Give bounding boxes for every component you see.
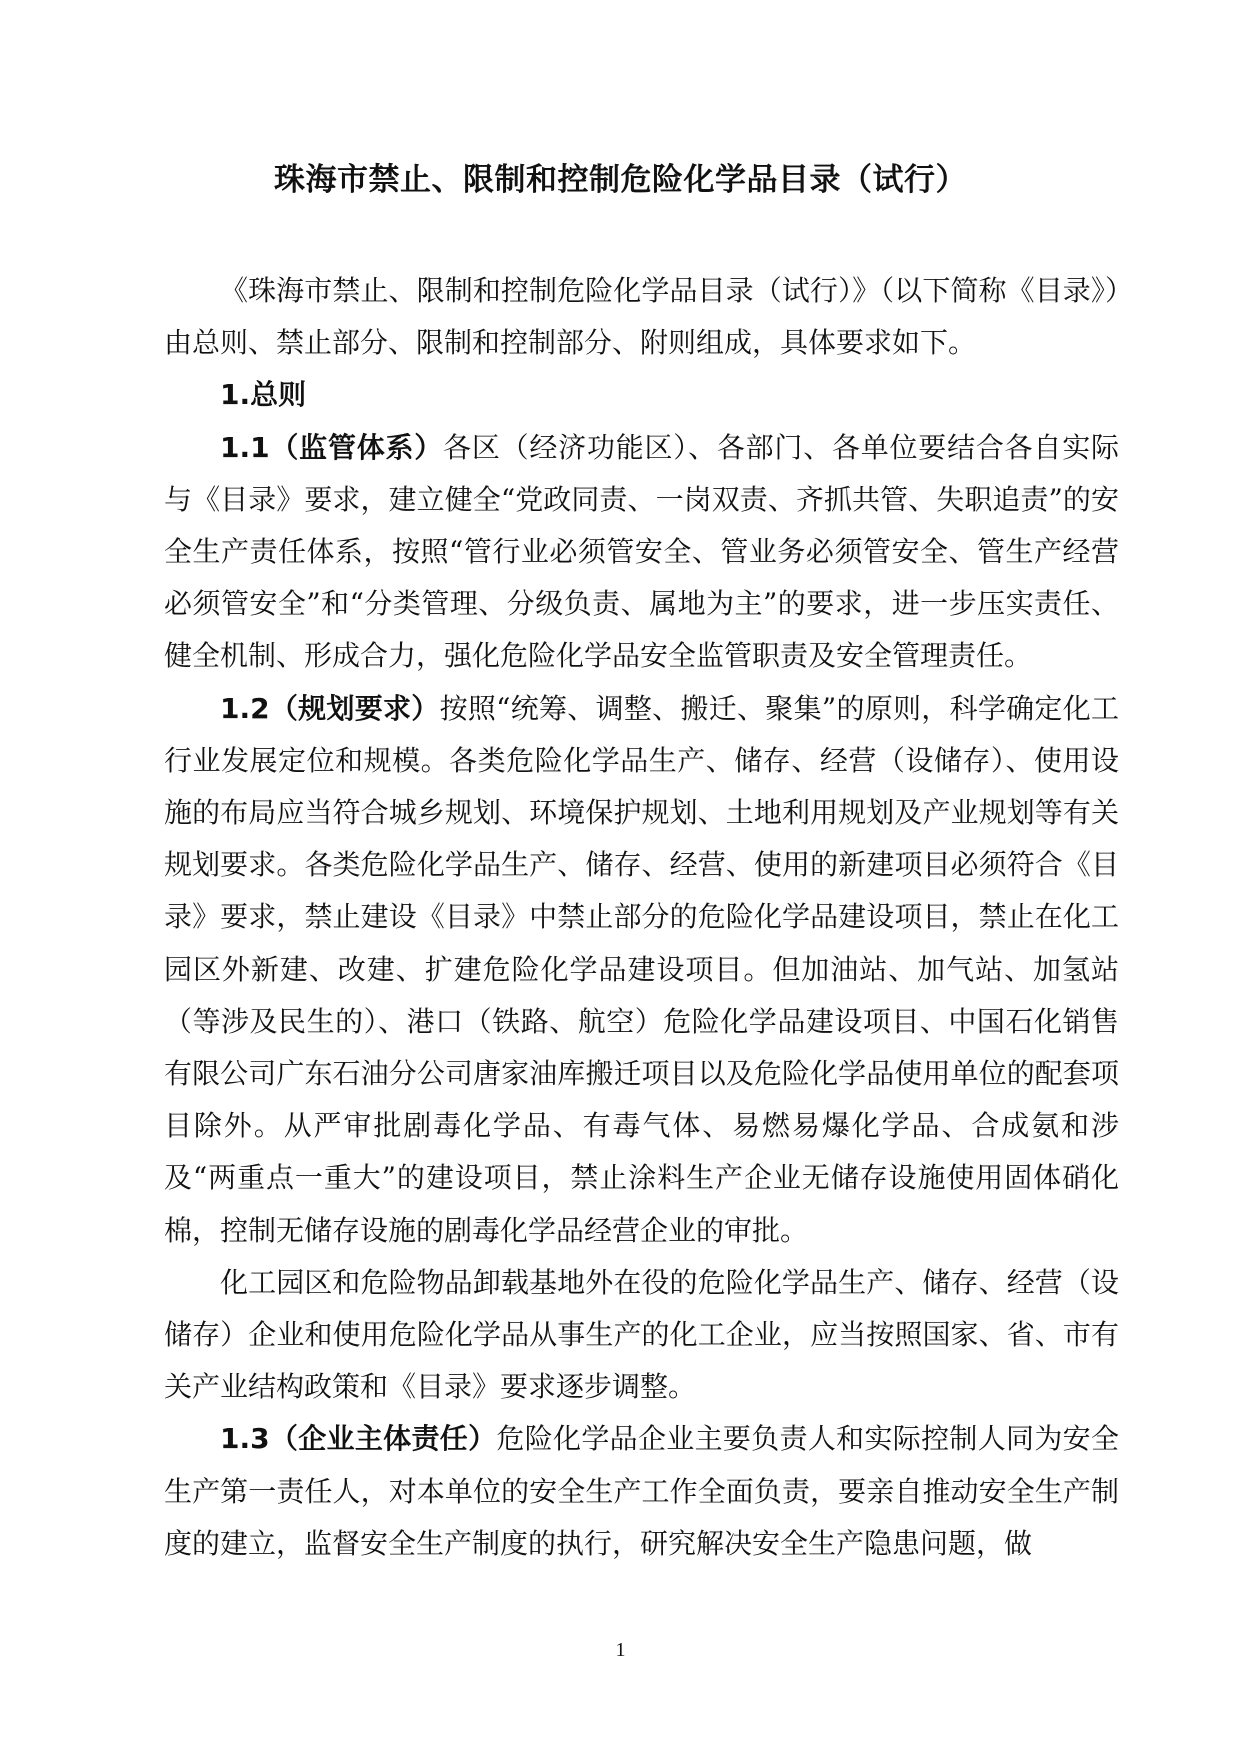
intro-paragraph: 《珠海市禁止、限制和控制危险化学品目录（试行）》（以下简称《目录》）由总则、禁止部分、限制和控制部分、附则组成，具体要求如下。 bbox=[164, 274, 1119, 360]
clause-1-1-paragraph bbox=[164, 422, 1119, 683]
document-body bbox=[164, 265, 1119, 1570]
clause-1-3-paragraph bbox=[164, 1413, 1119, 1570]
clause-1-1-text: 各区（经济功能区）、各部门、各单位要结合各自实际与《目录》要求，建立健全“党政同责、一岗双责、齐抓共管、失职追责”的安全生产责任体系，按照“管行业必须管安全、管业务必须管安全、管生产经营必须管安全”和“分类管理、分级负责、属地为主”的要求，进一步压实责任、健全机制、形成合力，强化危险化学品安全监管职责及安全管理责任。 bbox=[164, 430, 1119, 673]
document-title: 珠海市禁止、限制和控制危险化学品目录（试行） bbox=[274, 162, 967, 198]
clause-1-2-paragraph bbox=[164, 683, 1119, 1257]
clause-1-3-lead: 1.3（企业主体责任） bbox=[220, 1422, 497, 1456]
section-heading-general: 1.总则 bbox=[220, 378, 307, 412]
clause-1-2-text: 按照“统筹、调整、搬迁、聚集”的原则，科学确定化工行业发展定位和规模。各类危险化学品生产、储存、经营（设储存）、使用设施的布局应当符合城乡规划、环境保护规划、土地利用规划及产业规划等有关规划要求。各类危险化学品生产、储存、经营、使用的新建项目必须符合《目录》要求，禁止建设《目录》中禁止部分的危险化学品建设项目，禁止在化工园区外新建、改建、扩建危险化学品建设项目。但加油站、加气站、加氢站（等涉及民生的）、港口（铁路、航空）危险化学品建设项目、中国石化销售有限公司广东石油分公司唐家油库搬迁项目以及危险化学品使用单位的配套项目除外。从严审批剧毒化学品、有毒气体、易燃易爆化学品、合成氨和涉及“两重点一重大”的建设项目，禁止涂料生产企业无储存设施使用固体硝化棉，控制无储存设施的剧毒化学品经营企业的审批。 bbox=[164, 691, 1119, 1247]
clause-1-1-lead: 1.1（监管体系） bbox=[220, 430, 444, 464]
clause-1-2-continuation-paragraph: 化工园区和危险物品卸载基地外在役的危险化学品生产、储存、经营（设储存）企业和使用危险化学品从事生产的化工企业，应当按照国家、省、市有关产业结构政策和《目录》要求逐步调整。 bbox=[164, 1265, 1119, 1404]
page-number: 1 bbox=[615, 1639, 626, 1661]
clause-1-3-text: 危险化学品企业主要负责人和实际控制人同为安全生产第一责任人，对本单位的安全生产工作全面负责，要亲自推动安全生产制度的建立，监督安全生产制度的执行，研究解决安全生产隐患问题，做 bbox=[164, 1422, 1119, 1560]
clause-1-2-lead: 1.2（规划要求） bbox=[220, 691, 440, 725]
